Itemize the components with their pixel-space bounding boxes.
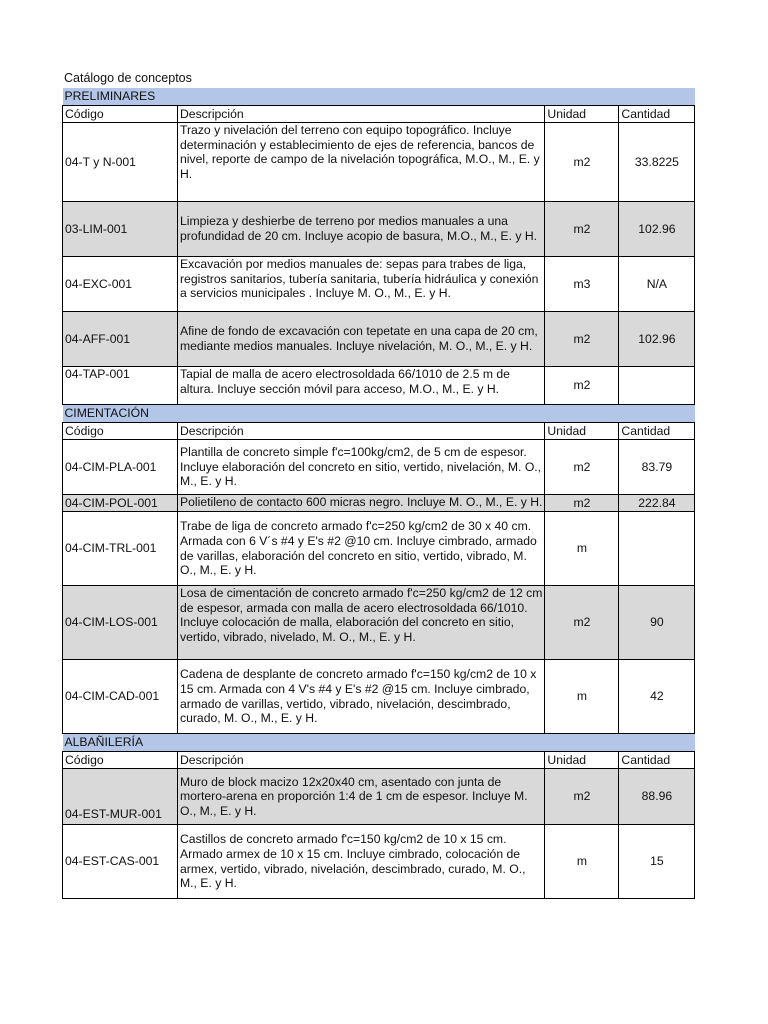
row-unit: m2 — [545, 123, 619, 202]
row-unit: m2 — [545, 202, 619, 257]
section-title: PRELIMINARES — [63, 88, 695, 106]
row-description-text: Cadena de desplante de concreto armado f'c=150 kg/cm2 de 10 x 15 cm. Armada con 4 V's #4 y E's #2 @15 cm. Incluye cimbrado, armado de varillas, vertido, vibrado, nivelación, descimbrado, curado, M. O., M., E. y H. — [180, 667, 537, 726]
row-quantity: 83.79 — [619, 440, 695, 495]
table-row — [63, 825, 695, 899]
column-header-code: Código — [63, 106, 178, 123]
row-unit: m2 — [545, 769, 619, 825]
row-description — [178, 440, 545, 495]
table-row — [63, 512, 695, 586]
row-description-text: Trabe de liga de concreto armado f'c=250 kg/cm2 de 30 x 40 cm. Armada con 6 V´s #4 y E's #2 @10 cm. Incluye cimbrado, armado de varillas, elaboración del concreto en sitio, vertido, vibrado, M. O., M., E. y H. — [180, 519, 537, 578]
row-quantity — [619, 512, 695, 586]
row-quantity: 15 — [619, 825, 695, 899]
row-description — [178, 769, 545, 825]
row-description-text: Losa de cimentación de concreto armado f'c=250 kg/cm2 de 12 cm de espesor, armada con malla de acero electrosoldada 66/1010. Incluye colocación de malla, elaboración del concreto en sitio, vertido, vibrado, nivelado, M. O., M., E. y H. — [180, 586, 543, 644]
row-unit: m — [545, 512, 619, 586]
row-description — [178, 660, 545, 734]
row-code: 04-EST-MUR-001 — [63, 769, 178, 825]
row-unit: m3 — [545, 257, 619, 312]
row-quantity: 102.96 — [619, 202, 695, 257]
column-header-unit: Unidad — [545, 752, 619, 769]
row-code: 03-LIM-001 — [63, 202, 178, 257]
table-row — [63, 586, 695, 660]
column-header-row — [63, 106, 695, 123]
row-unit: m2 — [545, 495, 619, 512]
table-row — [63, 367, 695, 405]
row-code: 04-CIM-CAD-001 — [63, 660, 178, 734]
table-row — [63, 495, 695, 512]
row-code: 04-CIM-TRL-001 — [63, 512, 178, 586]
row-code: 04-EST-CAS-001 — [63, 825, 178, 899]
row-code: 04-CIM-PLA-001 — [63, 440, 178, 495]
row-quantity: 90 — [619, 586, 695, 660]
row-code: 04-T y N-001 — [63, 123, 178, 202]
row-unit: m2 — [545, 312, 619, 367]
row-description — [178, 825, 545, 899]
row-description — [178, 495, 545, 512]
row-quantity: 33.8225 — [619, 123, 695, 202]
row-quantity — [619, 367, 695, 405]
row-code: 04-TAP-001 — [63, 367, 178, 405]
catalog-title: Catálogo de conceptos — [64, 71, 192, 85]
column-header-code: Código — [63, 423, 178, 440]
row-unit: m — [545, 660, 619, 734]
column-header-description: Descripción — [178, 106, 545, 123]
row-quantity: 88.96 — [619, 769, 695, 825]
row-description-text: Trazo y nivelación del terreno con equipo topográfico. Incluye determinación y establecimiento de ejes de referencia, bancos de nivel, reporte de campo de la nivelación topográfica, M.O., M., E. y H. — [180, 123, 540, 181]
column-header-quantity: Cantidad — [619, 106, 695, 123]
concept-catalog-table — [62, 88, 695, 899]
row-code: 04-AFF-001 — [63, 312, 178, 367]
row-quantity: 102.96 — [619, 312, 695, 367]
row-code: 04-CIM-LOS-001 — [63, 586, 178, 660]
row-description-text: Afine de fondo de excavación con tepetate en una capa de 20 cm, mediante medios manuales. Incluye nivelación, M. O., M., E. y H. — [180, 324, 538, 353]
table-row — [63, 440, 695, 495]
row-description-text: Castillos de concreto armado f'c=150 kg/cm2 de 10 x 15 cm. Armado armex de 10 x 15 cm. Incluye cimbrado, colocación de armex, vertido, vibrado, nivelación, descimbrado, curado, M. O., M., E. y H. — [180, 832, 526, 891]
table-row — [63, 769, 695, 825]
row-unit: m2 — [545, 586, 619, 660]
row-quantity: N/A — [619, 257, 695, 312]
row-description-text: Muro de block macizo 12x20x40 cm, asentado con junta de mortero-arena en proporción 1:4 de 1 cm de espesor. Incluye M. O., M., E. y H. — [180, 774, 528, 818]
table-row — [63, 202, 695, 257]
column-header-description: Descripción — [178, 752, 545, 769]
column-header-quantity: Cantidad — [619, 423, 695, 440]
row-description-text: Limpieza y deshierbe de terreno por medios manuales a una profundidad de 20 cm. Incluye acopio de basura, M.O., M., E. y H. — [180, 214, 538, 243]
row-unit: m2 — [545, 440, 619, 495]
catalog-body — [63, 88, 695, 899]
row-description-text: Tapial de malla de acero electrosoldada 66/1010 de 2.5 m de altura. Incluye sección móvil para acceso, M.O., M., E. y H. — [180, 367, 510, 396]
row-description — [178, 586, 545, 660]
row-description-text: Polietileno de contacto 600 micras negro. Incluye M. O., M., E. y H. — [180, 495, 543, 509]
row-unit: m — [545, 825, 619, 899]
section-title: ALBAÑILERÍA — [63, 734, 695, 752]
row-description — [178, 512, 545, 586]
row-description-text: Excavación por medios manuales de: sepas para trabes de liga, registros sanitarios, tubería sanitaria, tubería hidráulica y conexión a servicios municipales . Incluye M. O., M., E. y H. — [180, 257, 539, 301]
row-description — [178, 123, 545, 202]
section-title: CIMENTACIÓN — [63, 405, 695, 423]
row-quantity: 42 — [619, 660, 695, 734]
column-header-row — [63, 752, 695, 769]
table-row — [63, 257, 695, 312]
table-row — [63, 312, 695, 367]
table-row — [63, 123, 695, 202]
row-unit: m2 — [545, 367, 619, 405]
column-header-row — [63, 423, 695, 440]
table-row — [63, 660, 695, 734]
row-code: 04-EXC-001 — [63, 257, 178, 312]
section-header-row — [63, 405, 695, 423]
column-header-code: Código — [63, 752, 178, 769]
row-description-text: Plantilla de concreto simple f'c=100kg/cm2, de 5 cm de espesor. Incluye elaboración del concreto en sitio, vertido, nivelación, M. O., M., E. y H. — [180, 445, 542, 489]
row-code: 04-CIM-POL-001 — [63, 495, 178, 512]
column-header-unit: Unidad — [545, 423, 619, 440]
column-header-description: Descripción — [178, 423, 545, 440]
row-description — [178, 312, 545, 367]
row-quantity: 222.84 — [619, 495, 695, 512]
section-header-row — [63, 88, 695, 106]
column-header-unit: Unidad — [545, 106, 619, 123]
row-description — [178, 202, 545, 257]
row-description — [178, 257, 545, 312]
section-header-row — [63, 734, 695, 752]
row-description — [178, 367, 545, 405]
column-header-quantity: Cantidad — [619, 752, 695, 769]
